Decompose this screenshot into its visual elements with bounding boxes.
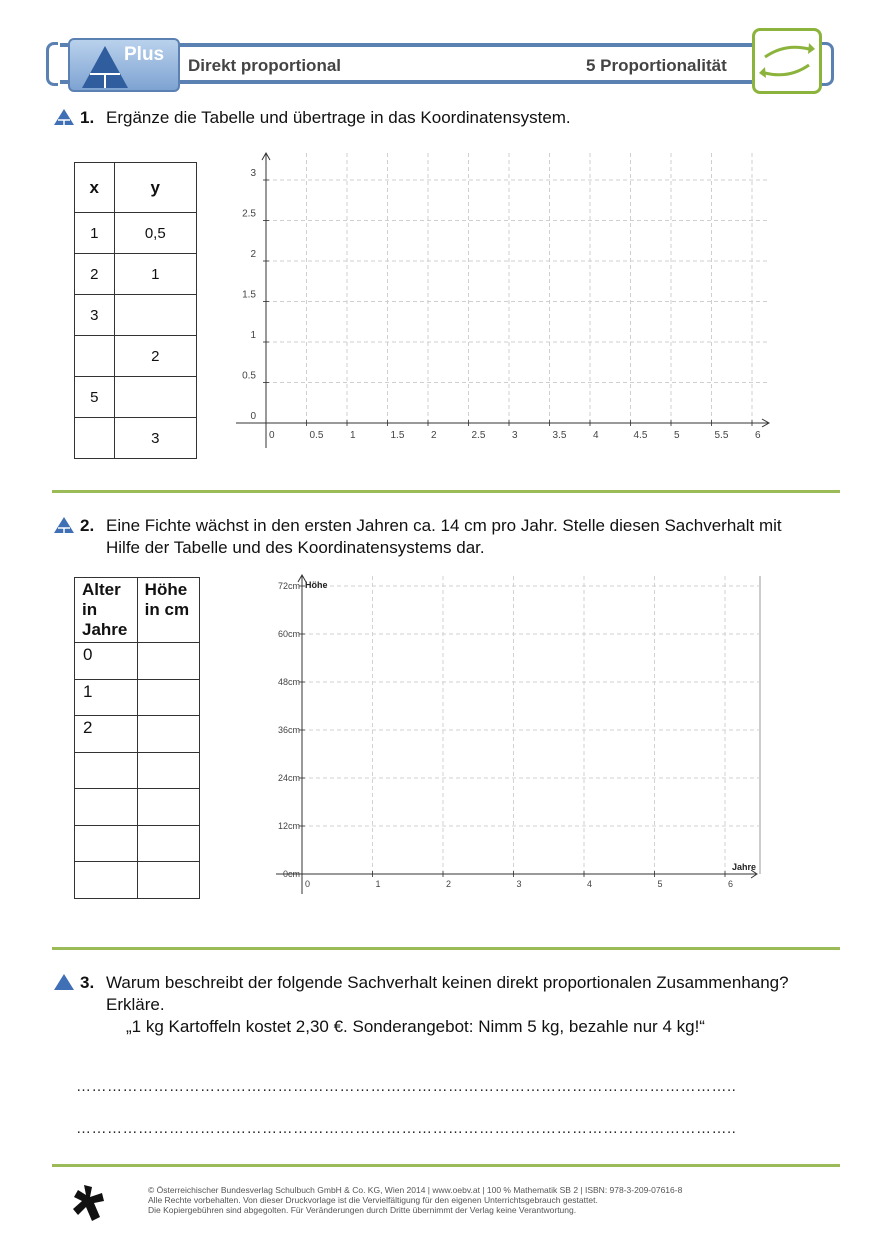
table-row — [75, 716, 200, 753]
table-row — [75, 418, 197, 459]
task3-text-line2: Erkläre. — [106, 995, 165, 1014]
header-word: in — [82, 600, 98, 619]
y-tick-label: 1.5 — [242, 289, 256, 301]
table-cell-blank[interactable] — [137, 825, 199, 862]
y-axis-label: Höhe — [305, 580, 328, 590]
table-row — [75, 679, 200, 716]
x-axis-label: Jahre — [731, 862, 756, 872]
table-row — [75, 862, 200, 899]
task2-text-line2: Hilfe der Tabelle und des Koordinatensystems dar. — [106, 538, 485, 557]
separator — [52, 1164, 840, 1167]
task2-table — [74, 577, 200, 899]
task2-number: 2. — [80, 516, 95, 535]
publisher-logo-icon — [70, 1183, 110, 1223]
x-tick-label: 4 — [587, 879, 593, 889]
table-row — [75, 643, 200, 680]
table-cell-blank[interactable] — [75, 825, 138, 862]
x-tick-label: 1 — [375, 879, 381, 889]
task3-text-line1: Warum beschreibt der folgende Sachverhalt keinen direkt proportionalen Zusammenhang? — [106, 973, 789, 992]
task3-quote: „1 kg Kartoffeln kostet 2,30 €. Sonderangebot: Nimm 5 kg, bezahle nur 4 kg!“ — [126, 1017, 705, 1036]
level-icon — [53, 108, 75, 126]
x-tick-label: 0 — [269, 430, 275, 441]
header-bracket-right — [822, 42, 834, 86]
page-title: Direkt proportional — [188, 56, 342, 75]
x-tick-label: 2 — [446, 879, 452, 889]
y-tick-label: 72cm — [277, 581, 300, 591]
x-tick-label: 3 — [516, 879, 522, 889]
table-cell: 1 — [114, 254, 197, 295]
table-cell-blank[interactable] — [75, 752, 138, 789]
footer-line: © Österreichischer Bundesverlag Schulbuch GmbH & Co. KG, Wien 2014 | www.oebv.at | 100 % Mathematik SB 2 | ISBN: 978-3-209-07616-8 — [148, 1185, 683, 1195]
x-tick-label: 2 — [431, 430, 437, 441]
table-cell-blank[interactable] — [137, 716, 199, 753]
table-cell: 5 — [75, 377, 115, 418]
task1-coordinate-system — [228, 150, 778, 455]
y-tick-label: 0 — [250, 411, 256, 422]
task2-text-line1: Eine Fichte wächst in den ersten Jahren ca. 14 cm pro Jahr. Stelle diesen Sachverhalt mit — [106, 516, 782, 535]
y-tick-label: 24cm — [277, 773, 300, 783]
table-cell: 0 — [75, 643, 138, 680]
table-cell: 3 — [75, 295, 115, 336]
table-cell-blank[interactable] — [75, 336, 115, 377]
x-tick-label: 0 — [305, 879, 311, 889]
level-icon — [53, 973, 75, 991]
y-tick-label: 60cm — [277, 629, 300, 639]
chapter-title: 5 Proportionalität — [586, 56, 727, 75]
proportion-badge — [752, 28, 822, 94]
y-tick-label: 12cm — [277, 821, 300, 831]
task3-number: 3. — [80, 973, 95, 992]
header-word: Alter — [82, 580, 121, 599]
y-tick-label: 2.5 — [242, 208, 256, 220]
y-tick-label: 2 — [250, 249, 256, 260]
task2-coordinate-system — [270, 572, 770, 897]
table-cell-blank[interactable] — [137, 679, 199, 716]
table-cell: 1 — [75, 213, 115, 254]
x-tick-label: 2.5 — [471, 430, 486, 441]
table-header-x: x — [75, 163, 115, 213]
table-cell-blank[interactable] — [75, 862, 138, 899]
footer-line: Die Kopiergebühren sind abgegolten. Für Veränderungen durch Dritte übernimmt der Verlag keine Verantwortung. — [148, 1205, 577, 1215]
table-row — [75, 295, 197, 336]
x-tick-label: 6 — [728, 879, 734, 889]
logo-text: Plus — [124, 44, 165, 65]
table-cell-blank[interactable] — [75, 789, 138, 826]
table-cell-blank[interactable] — [137, 789, 199, 826]
x-tick-label: 6 — [755, 430, 761, 441]
answer-line[interactable]: ……………………………………………………………………………………………………………….. — [76, 1078, 737, 1095]
table-row — [75, 752, 200, 789]
table-cell: 1 — [75, 679, 138, 716]
table-header-age — [75, 578, 138, 643]
table-header-height — [137, 578, 199, 643]
arrows-icon — [755, 31, 819, 91]
task1-table — [74, 162, 197, 459]
table-row — [75, 254, 197, 295]
header-word: Jahre — [82, 620, 128, 639]
table-cell-blank[interactable] — [114, 377, 197, 418]
x-tick-label: 4 — [593, 430, 599, 441]
y-tick-label: 48cm — [277, 677, 300, 687]
x-tick-label: 3.5 — [552, 430, 567, 441]
y-tick-label: 3 — [250, 168, 256, 179]
header-bracket-left — [46, 42, 58, 86]
table-header-y: y — [114, 163, 197, 213]
header-word: in cm — [144, 600, 190, 619]
x-tick-label: 1 — [350, 430, 356, 441]
footer-copyright — [148, 1185, 682, 1215]
x-tick-label: 5.5 — [714, 430, 729, 441]
x-tick-label: 3 — [512, 430, 518, 441]
y-tick-label: 1 — [250, 330, 256, 341]
x-tick-label: 4.5 — [633, 430, 648, 441]
header-word: Höhe — [144, 580, 188, 599]
separator — [52, 947, 840, 950]
table-cell: 2 — [75, 254, 115, 295]
y-tick-label: 36cm — [277, 725, 300, 735]
level-icon — [53, 516, 75, 534]
table-row — [75, 377, 197, 418]
task1-text: Ergänze die Tabelle und übertrage in das Koordinatensystem. — [106, 108, 571, 127]
y-tick-label: 0.5 — [242, 370, 256, 382]
task1-number: 1. — [80, 108, 95, 127]
table-row — [75, 213, 197, 254]
x-tick-label: 5 — [674, 430, 680, 441]
table-cell: 0,5 — [114, 213, 197, 254]
table-cell-blank[interactable] — [137, 862, 199, 899]
table-row — [75, 789, 200, 826]
answer-line[interactable]: ……………………………………………………………………………………………………………….. — [76, 1120, 737, 1137]
y-tick-label: 0cm — [282, 869, 300, 879]
table-row — [75, 336, 197, 377]
table-cell: 3 — [114, 418, 197, 459]
table-row — [75, 825, 200, 862]
x-tick-label: 5 — [657, 879, 663, 889]
table-cell-blank[interactable] — [75, 418, 115, 459]
separator — [52, 490, 840, 493]
table-cell-blank[interactable] — [114, 295, 197, 336]
table-cell: 2 — [114, 336, 197, 377]
x-tick-label: 0.5 — [309, 430, 324, 441]
table-cell-blank[interactable] — [137, 752, 199, 789]
footer-line: Alle Rechte vorbehalten. Von dieser Druckvorlage ist die Vervielfältigung für den eigenen Unterrichtsgebrauch gestattet. — [148, 1195, 598, 1205]
table-cell-blank[interactable] — [137, 643, 199, 680]
x-tick-label: 1.5 — [390, 430, 405, 441]
table-cell: 2 — [75, 716, 138, 753]
